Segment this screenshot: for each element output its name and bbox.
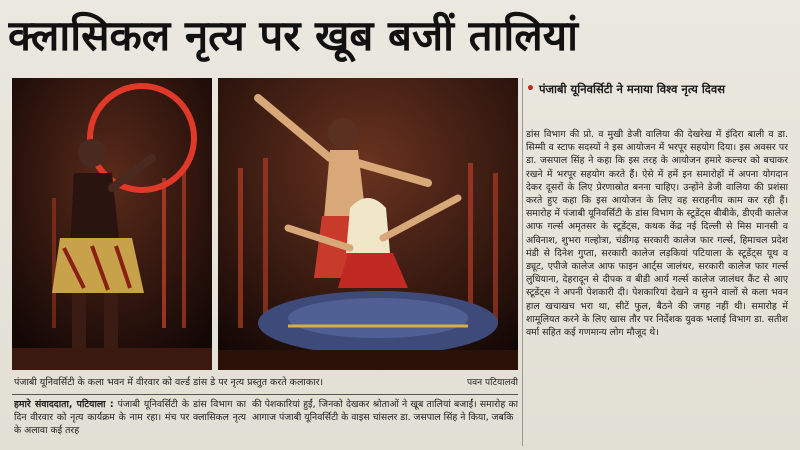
dance-photo-right bbox=[218, 78, 518, 370]
dateline: हमारे संवाददाता, पटियाला : bbox=[14, 399, 114, 410]
side-subheading bbox=[526, 82, 788, 120]
duet-dancers-image bbox=[218, 78, 518, 370]
article-column-left bbox=[14, 398, 246, 448]
caption-divider bbox=[12, 394, 518, 395]
article-column-right: डांस विभाग की प्रो. व मुखी डेजी वालिया की देखरेख में इंदिरा बाली व डा. सिम्मी व स्टाफ सदस्यों ने इस आयोजन में भरपूर सहयोग दिया। इस अवसर पर डा. जसपाल सिंह ने कहा कि इस तरह के आयोजन हमारे कल्चर को बचाकर रखने में भरपूर सहयोग करते हैं। ऐसे में हमें इन समारोहों में अपना योगदान देकर दूसरों के लिए प्रेरणास्रोत बनना चाहिए। उन्होंने डेजी वालिया की प्रशंसा करते हुए कहा कि इस आयोजन के लिए वह सराहनीय काम कर रही हैं। समारोह में पंजाबी यूनिवर्सिटी के डांस विभाग के स्टूडेंट्स बीबीके, डीएवी कालेज आफ गर्ल्स अमृतसर के स्टूडेंट्स, कथक केंद्र नई दिल्ली से मिस मानसी व अविनाश, शुभरा गल्होत्रा, चंडीगढ़ सरकारी कालेज फार गर्ल्स, हिमाचल प्रदेश मंडी से दिनेश गुप्ता, सरकारी कालेज लड़कियां पटियाला के स्टूडेंट्स यूथ व ड्यूट, एपीजे कालेज आफ फाइन आर्ट्स जालंधर, सरकारी कालेज फार गर्ल्स लुधियाना, देहरादून से दीपक व बीडी आर्य गर्ल्स कालेज जालंधर कैंट से आए स्टूडेंट्स ने अपनी पेशकारी दी। पेशकारियां देखने व सुनने वालों से कला भवन हाल खचाखच भरा था, सीटें फुल, बैठने की जगह नहीं थी। समारोह में शामूलियत करने के लिए खास तौर पर निर्देशक युवक भलाई विभाग डा. सतीश वर्मा सहित कई गणमान्य लोग मौजूद थे। bbox=[526, 129, 788, 339]
subheading-text: पंजाबी यूनिवर्सिटी ने मनाया विश्व नृत्य दिवस bbox=[538, 82, 726, 96]
article-column-middle: की पेशकारियां हुईं, जिनको देखकर श्रोताओं ने खूब तालियां बजाईं। समारोह का आगाज पंजाबी यूनिवर्सिटी के वाइस चांसलर डा. जसपाल सिंह ने किया, जबकि bbox=[252, 399, 518, 424]
headline: क्लासिकल नृत्य पर खूब बजीं तालियां bbox=[8, 11, 579, 60]
caption-text: पंजाबी यूनिवर्सिटी के कला भवन में वीरवार को वर्ल्ड डांस डे पर नृत्य प्रस्तुत करते कलाकार। bbox=[14, 377, 324, 388]
dancer-with-ring-image bbox=[12, 78, 212, 370]
photo-caption bbox=[14, 374, 518, 392]
dance-photo-left bbox=[12, 78, 212, 370]
red-bullet-icon: • bbox=[526, 81, 535, 97]
photo-credit: पवन पटियालवी bbox=[467, 378, 518, 388]
article-lead-text: पंजाबी यूनिवर्सिटी के डांस विभाग का दिन वीरवार को नृत्य कार्यक्रम के नाम रहा। मंच पर क्लासिकल नृत्य के अलावा कई तरह bbox=[14, 399, 246, 437]
column-rule bbox=[522, 78, 523, 446]
